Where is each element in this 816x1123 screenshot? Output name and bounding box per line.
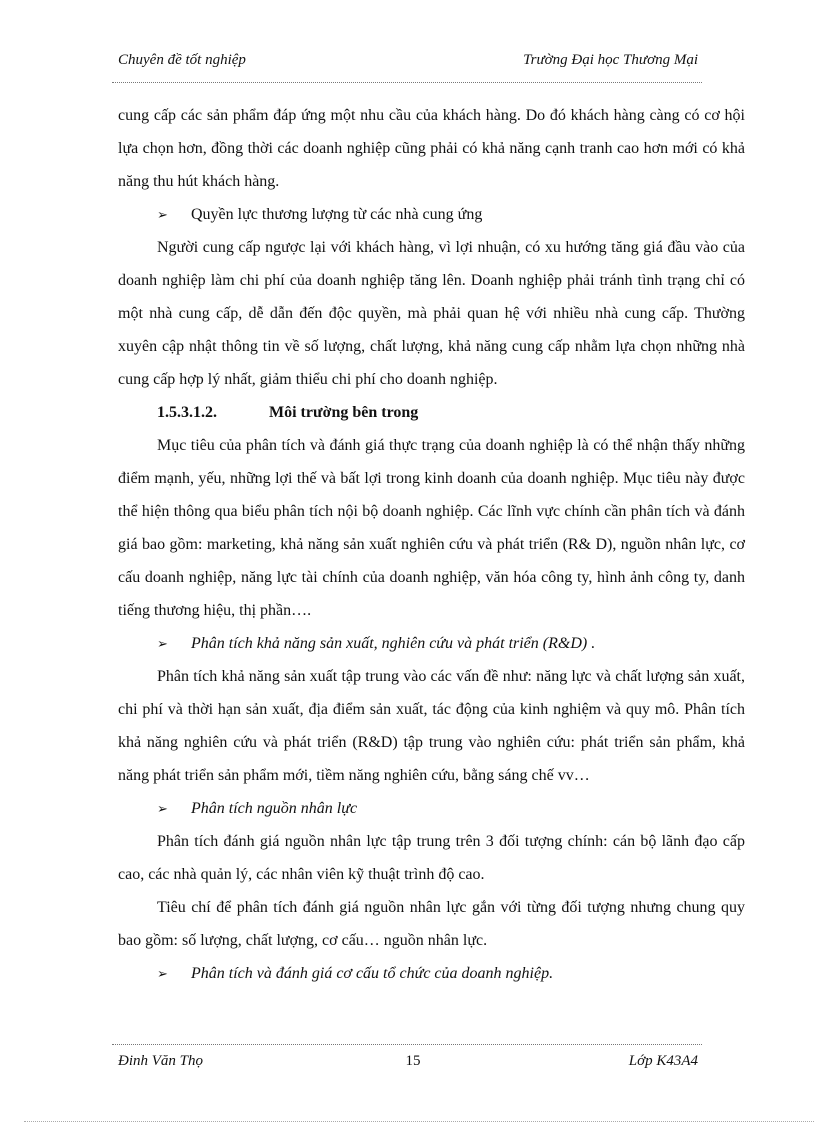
bullet-text-1: Quyền lực thương lượng từ các nhà cung ứng (191, 206, 483, 223)
paragraph-2: Người cung cấp ngược lại với khách hàng, vì lợi nhuận, có xu hướng tăng giá đầu vào của doanh nghiệp làm chi phí của doanh nghiệp tăng lên. Doanh nghiệp phải tránh tình trạng chỉ có một nhà cung cấp, dễ dẫn đến độc quyền, mà phải quan hệ với nhiều nhà cung cấp. Thường xuyên cập nhật thông tin về số lượng, chất lượng, khả năng cung cấp nhằm lựa chọn những nhà cung cấp hợp lý nhất, giảm thiểu chi phí cho doanh nghiệp. (118, 239, 745, 388)
page-bottom-edge (24, 1121, 814, 1122)
paragraph-1: cung cấp các sản phẩm đáp ứng một nhu cầu của khách hàng. Do đó khách hàng càng có cơ hội lựa chọn hơn, đồng thời các doanh nghiệp cũng phải có khả năng cạnh tranh cao hơn mới có khả năng thu hút khách hàng. (118, 107, 745, 190)
bullet-item-4 (118, 957, 745, 990)
bullet-item-3 (118, 792, 745, 825)
bullet-text-2: Phân tích khả năng sản xuất, nghiên cứu và phát triển (R&D) . (191, 635, 596, 652)
footer-author: Đinh Văn Thọ (118, 1053, 204, 1069)
paragraph-4: Phân tích khả năng sản xuất tập trung vào các vấn đề như: năng lực và chất lượng sản xuất, chi phí và thời hạn sản xuất, địa điểm sản xuất, tác động của kinh nghiệm và quy mô. Phân tích khả năng nghiên cứu và phát triển (R&D) tập trung vào nghiên cứu: phát triển sản phẩm, khả năng phát triển sản phẩm mới, tiềm năng nghiên cứu, bằng sáng chế vv… (118, 668, 745, 784)
paragraph-6: Tiêu chí để phân tích đánh giá nguồn nhân lực gắn với từng đối tượng nhưng chung quy bao gồm: số lượng, chất lượng, cơ cấu… nguồn nhân lực. (118, 899, 745, 949)
page-body (118, 99, 745, 990)
section-number: 1.5.3.1.2. (157, 404, 217, 421)
arrow-bullet-icon: ➢ (157, 801, 168, 816)
header-divider (112, 82, 702, 83)
paragraph-5: Phân tích đánh giá nguồn nhân lực tập trung trên 3 đối tượng chính: cán bộ lãnh đạo cấp cao, các nhà quản lý, các nhân viên kỹ thuật trình độ cao. (118, 833, 745, 883)
footer-divider (112, 1044, 702, 1045)
bullet-text-3: Phân tích nguồn nhân lực (191, 800, 358, 817)
section-heading (118, 396, 745, 429)
paragraph-3: Mục tiêu của phân tích và đánh giá thực trạng của doanh nghiệp là có thể nhận thấy những điểm mạnh, yếu, những lợi thế và bất lợi trong kinh doanh của doanh nghiệp. Mục tiêu này được thể hiện thông qua biểu phân tích nội bộ doanh nghiệp. Các lĩnh vực chính cần phân tích và đánh giá bao gồm: marketing, khả năng sản xuất nghiên cứu và phát triển (R& D), nguồn nhân lực, cơ cấu doanh nghiệp, năng lực tài chính của doanh nghiệp, văn hóa công ty, hình ảnh công ty, danh tiếng thương hiệu, thị phần…. (118, 437, 745, 619)
footer-class: Lớp K43A4 (628, 1053, 698, 1069)
arrow-bullet-icon: ➢ (157, 207, 168, 222)
section-title: Môi trường bên trong (269, 404, 419, 421)
page-header (118, 52, 698, 69)
bullet-text-4: Phân tích và đánh giá cơ cấu tổ chức của doanh nghiệp. (191, 965, 554, 982)
bullet-item-1 (118, 198, 745, 231)
page-footer (118, 1053, 698, 1070)
header-left-title: Chuyên đề tốt nghiệp (118, 52, 246, 68)
arrow-bullet-icon: ➢ (157, 636, 168, 651)
page-number: 15 (405, 1053, 421, 1069)
arrow-bullet-icon: ➢ (157, 966, 168, 981)
bullet-item-2 (118, 627, 745, 660)
header-right-school: Trường Đại học Thương Mại (523, 52, 698, 68)
